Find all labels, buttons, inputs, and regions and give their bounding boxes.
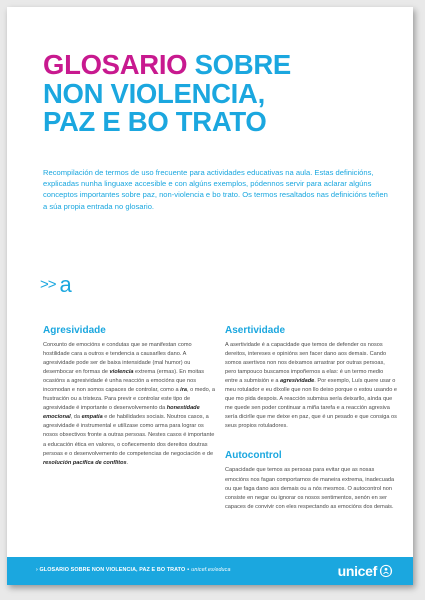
unicef-logo <box>338 563 393 579</box>
section-letter: a <box>59 272 72 297</box>
entry-title-autocontrol: Autocontrol <box>225 450 282 462</box>
entry-title-asertividade: Asertividade <box>225 325 286 336</box>
document-page <box>7 7 413 585</box>
footer-site-link[interactable]: unicef.es/educa <box>191 567 231 573</box>
entry-body-asertividade: A asertividade é a capacidade que temos de defender os nosos dereitos, intereses e opinións sen facer dano aos demais. Cando somos asertivos non nos deixamos arrastrar por outras persoas, pero tampouco buscamos impoñernos a elas: é un termo medio entre a submisión e a agresividade. Por exemplo, Luís quere usar o meu rotulador e eu díxolle que non llo deixo porque o estou usando e que mo pida despois. A reacción submisa sería deixarllo, aínda que me quede sen poder continuar a miña tarefa e a reacción agresiva sería dicirlle que me deixe en paz, que é un pesado e que consiga os seus propios rotuladores. <box>225 342 397 430</box>
entry-title-agresividade: Agresividade <box>43 325 106 336</box>
page-title <box>43 51 403 137</box>
glossary-term-link: ira <box>180 387 187 394</box>
intro-paragraph: Recompilación de termos de uso frecuente para actividades educativas na aula. Estas definicións, explicadas nunha linguaxe accesible e con algúns exemplos, pódennos servir para aclarar algúns conceptos importantes sobre paz, non-violencia e bo trato. Os termos resaltados nas definicións teñen a súa propia entrada no glosario. <box>43 168 388 211</box>
unicef-wordmark: unicef <box>337 563 377 579</box>
glossary-column-left <box>43 324 215 480</box>
glossary-term-link: empatía <box>81 414 103 421</box>
title-line-3: PAZ E BO TRATO <box>43 106 267 137</box>
title-part-glosario: GLOSARIO <box>43 49 188 80</box>
entry-body-agresividade: Conxunto de emocións e condutas que se manifestan como hostilidade cara a outros e tendencia a causarlles dano. A agresividade pode ser de baixa intensidade (mal humor) ou desembocar en formas de violencia extrema (ermas). En moitas ocasións a agresividade é unha reacción a emocións que nos incomodan e non somos capaces de controlar, como a ira, o medo, a frustración ou a tristeza. Para previr e controlar este tipo de agresividade é importante o desenvolvemento da honestidade emocional, da empatía e de habilidades sociais. Noutros casos, a agresividade é instrumental e utilízase como arma para lograr os nosos obxectivos fronte a outras persoas. Nestes casos é importante a educación ética en valores, o coñecemento dos dereitos doutras persoas e o desenvolvemento de competencias de negociación e de resolución pacífica de conflitos. <box>43 342 215 466</box>
glossary-term-link: honestidade emocional <box>43 405 200 421</box>
unicef-emblem-icon <box>379 564 393 578</box>
glossary-term-link: resolución pacífica de conflitos <box>43 459 127 466</box>
footer-text <box>36 567 231 573</box>
double-chevron-icon: >> <box>40 276 56 293</box>
title-part-sobre: SOBRE <box>187 49 291 80</box>
letter-section-heading <box>40 272 72 298</box>
glossary-term-link: agresividade <box>280 378 315 385</box>
page-footer <box>7 557 413 585</box>
glossary-column-right <box>225 324 397 524</box>
glossary-term-link: violencia <box>109 369 134 376</box>
footer-arrow-icon: › <box>36 567 38 573</box>
entry-body-autocontrol: Capacidade que temos as persoas para evitar que as nosas emocións nos fagan comportarnos de maneira extrema, inadecuada ou que faga dano aos demais ou a nós mesmos. O autocontrol non consiste en negar ou ignorar os nosos sentimentos, senón en ser capaces de convivir con eles respectando as emocións dos demais. <box>225 467 395 510</box>
footer-title: GLOSARIO SOBRE NON VIOLENCIA, PAZ E BO TRATO <box>39 567 186 573</box>
footer-separator: • <box>187 567 190 573</box>
title-line-2: NON VIOLENCIA, <box>43 77 265 109</box>
